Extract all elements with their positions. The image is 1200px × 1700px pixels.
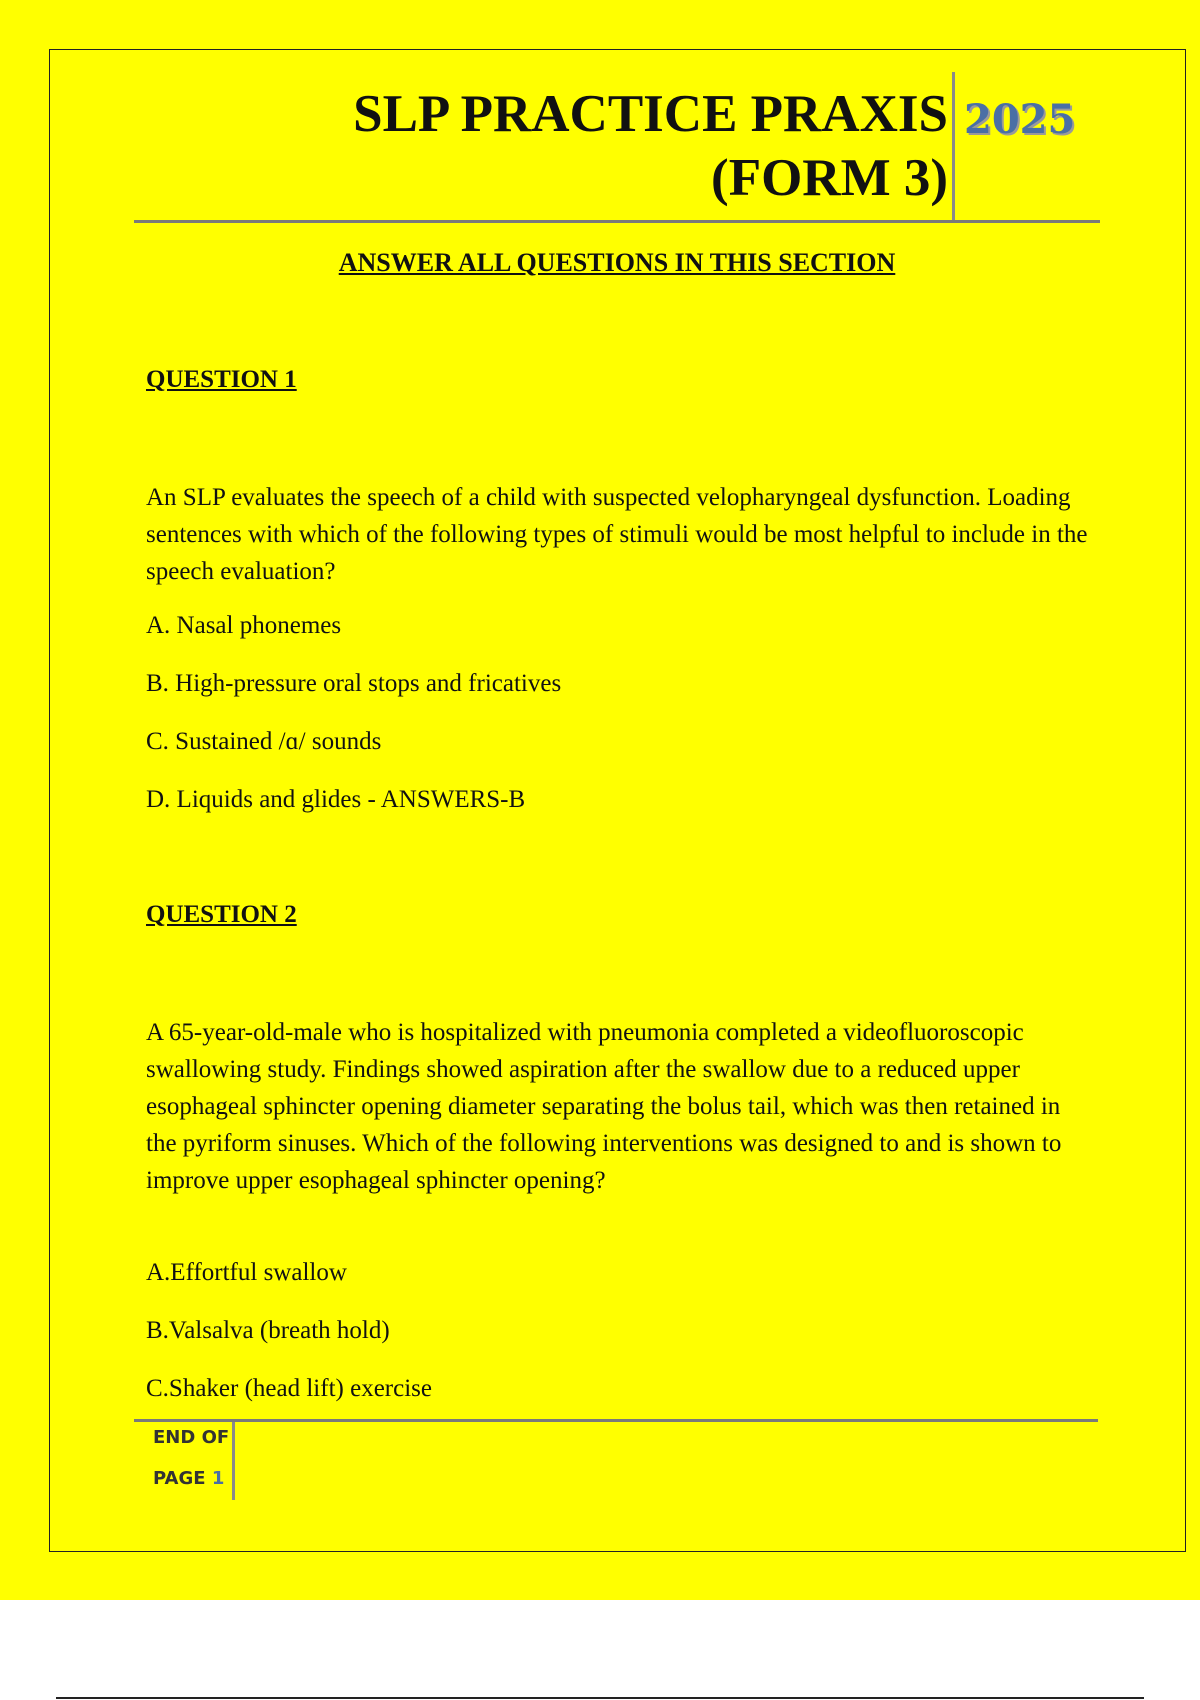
footer-end-of: END OF — [153, 1427, 230, 1448]
question-2-stem: A 65-year-old-male who is hospitalized with pneumonia completed a videofluoroscopic swallowing study. Findings showed aspiration after the swallow due to a reduced upper esophageal sphincter opening diameter separating the bolus tail, which was then retained in the pyriform sinuses. Which of the following interventions was designed to and is shown to improve upper esophageal sphincter opening? — [146, 1019, 1062, 1194]
question-2-option-b: B.Valsalva (breath hold) — [146, 1317, 390, 1344]
question-2-heading: QUESTION 2 — [146, 901, 297, 928]
title-divider — [952, 72, 955, 220]
title-line-2: (FORM 3) — [711, 149, 948, 207]
footer-rule — [134, 1419, 1098, 1422]
year-label: 2025 — [964, 96, 1076, 143]
title-block — [134, 72, 1100, 223]
footer-page-text: PAGE — [153, 1468, 206, 1489]
footer-page-label — [153, 1468, 224, 1489]
document-title — [248, 82, 948, 210]
footer-divider — [232, 1422, 235, 1500]
question-1-heading: QUESTION 1 — [146, 366, 297, 393]
title-line-1: SLP PRACTICE PRAXIS — [353, 85, 948, 143]
question-1-option-b: B. High-pressure oral stops and fricatives — [146, 670, 562, 697]
question-1-option-a: A. Nasal phonemes — [146, 612, 342, 639]
section-instruction: ANSWER ALL QUESTIONS IN THIS SECTION — [338, 248, 896, 277]
footer-page-number: 1 — [211, 1468, 225, 1489]
question-1-stem: An SLP evaluates the speech of a child with suspected velopharyngeal dysfunction. Loading sentences with which of the following types of stimuli would be most helpful to include in the speech evaluation? — [146, 484, 1088, 585]
question-2-option-a: A.Effortful swallow — [146, 1259, 347, 1286]
question-1-option-c: C. Sustained /ɑ/ sounds — [146, 728, 382, 755]
bottom-rule — [56, 1697, 1144, 1699]
question-2-option-c: C.Shaker (head lift) exercise — [146, 1375, 432, 1402]
question-1-option-d: D. Liquids and glides - ANSWERS-B — [146, 786, 526, 813]
